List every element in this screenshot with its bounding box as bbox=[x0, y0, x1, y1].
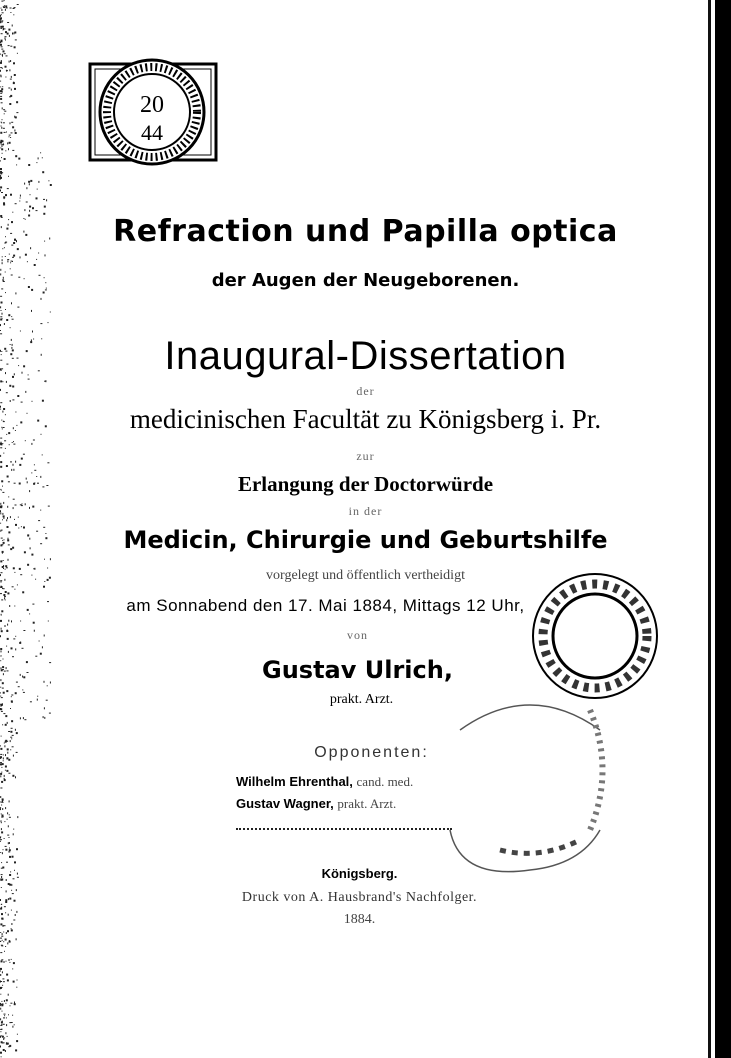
stamp-subnumber: 44 bbox=[141, 120, 163, 145]
opponent-entry bbox=[236, 796, 396, 812]
degree-line: Erlangung der Doctorwürde bbox=[237, 472, 494, 496]
connector-von: von bbox=[347, 628, 368, 642]
connector-zur: zur bbox=[356, 449, 375, 463]
opponent-note: prakt. Arzt. bbox=[337, 796, 397, 811]
opponent-name: Wilhelm Ehrenthal, bbox=[236, 774, 353, 789]
defended-line: vorgelegt und öffentlich vertheidigt bbox=[266, 568, 465, 583]
stamp-number: 20 bbox=[140, 92, 164, 118]
divider-rule bbox=[236, 828, 452, 830]
subjects-line: Medicin, Chirurgie und Geburtshilfe bbox=[123, 526, 608, 554]
thesis-title: Refraction und Papilla optica bbox=[113, 214, 618, 249]
dissertation-heading: Inaugural-Dissertation bbox=[164, 334, 567, 378]
author-title: prakt. Arzt. bbox=[329, 692, 394, 707]
opponent-name: Gustav Wagner, bbox=[236, 796, 334, 811]
opponent-entry bbox=[236, 774, 413, 790]
opponent-note: cand. med. bbox=[356, 774, 414, 789]
date-line: am Sonnabend den 17. Mai 1884, Mittags 12 Uhr, bbox=[126, 596, 525, 615]
imprint-place: Königsberg. bbox=[321, 866, 398, 881]
faculty-line: medicinischen Facultät zu Königsberg i. Pr. bbox=[129, 404, 602, 434]
thesis-subtitle: der Augen der Neugeborenen. bbox=[211, 270, 520, 291]
connector-in-der: in der bbox=[348, 504, 383, 518]
connector-der: der bbox=[356, 384, 375, 398]
imprint-year: 1884. bbox=[343, 912, 376, 927]
author-name: Gustav Ulrich, bbox=[262, 656, 453, 684]
imprint-printer: Druck von A. Hausbrand's Nachfolger. bbox=[241, 890, 478, 905]
opponents-heading: Opponenten: bbox=[314, 744, 429, 761]
library-stamp bbox=[86, 50, 220, 174]
faint-stamp bbox=[440, 690, 620, 890]
